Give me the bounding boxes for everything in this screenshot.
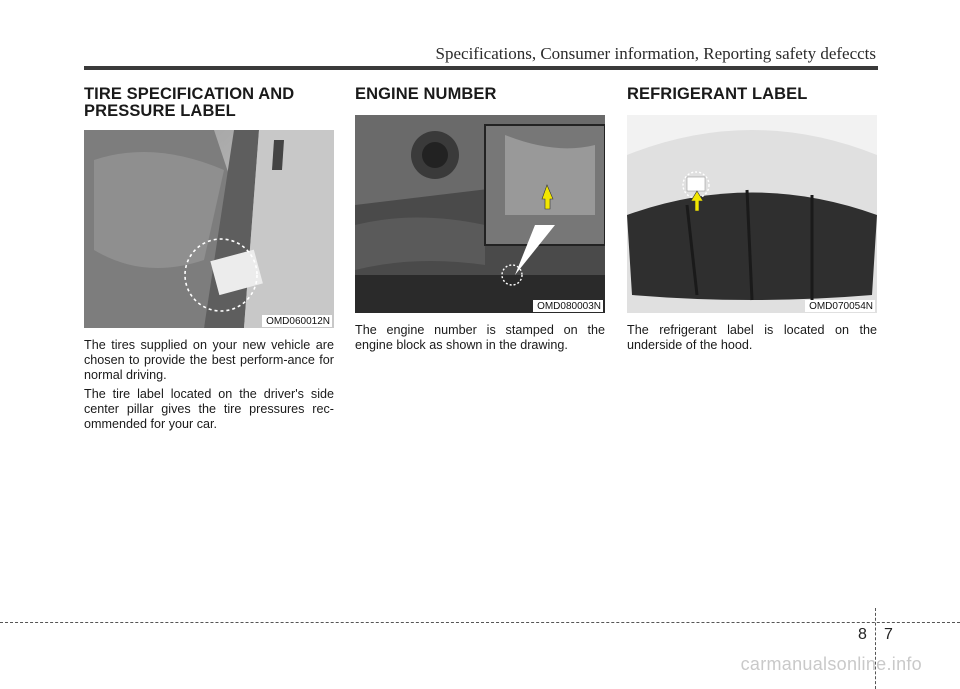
hood-photo — [627, 115, 877, 313]
figure-code: OMD060012N — [262, 315, 332, 327]
figure-code: OMD080003N — [533, 300, 603, 312]
heading-line-1: ENGINE NUMBER — [355, 85, 497, 103]
engine-photo — [355, 115, 605, 313]
page-header-title: Specifications, Consumer information, Reporting safety defeccts — [435, 44, 876, 63]
section-body — [355, 323, 605, 353]
paragraph: The engine number is stamped on the engine block as shown in the drawing. — [355, 323, 605, 352]
paragraph: The refrigerant label is located on the underside of the hood. — [627, 323, 877, 352]
section-tire-label — [84, 86, 334, 436]
section-engine-number — [355, 86, 605, 357]
section-refrigerant-label — [627, 86, 877, 357]
chapter-number: 8 — [858, 626, 867, 643]
section-heading — [84, 86, 334, 120]
section-body — [627, 323, 877, 353]
section-heading — [355, 86, 605, 103]
section-heading — [627, 86, 877, 103]
watermark: carmanualsonline.info — [740, 654, 922, 674]
heading-line-1: REFRIGERANT LABEL — [627, 85, 808, 103]
paragraph: The tire label located on the driver's side center pillar gives the tire pressures rec-ommended for your car. — [84, 387, 334, 431]
heading-line-2: PRESSURE LABEL — [84, 102, 236, 120]
paragraph: The tires supplied on your new vehicle are chosen to provide the best perform-ance for normal driving. — [84, 338, 334, 382]
page-number: 7 — [884, 626, 893, 643]
header-rule — [84, 66, 878, 70]
heading-line-1: TIRE SPECIFICATION AND — [84, 85, 295, 103]
tire-label-photo — [84, 130, 334, 328]
footer-divider — [875, 608, 876, 689]
section-body — [84, 338, 334, 432]
footer-rule — [0, 622, 960, 623]
figure-code: OMD070054N — [805, 300, 875, 312]
